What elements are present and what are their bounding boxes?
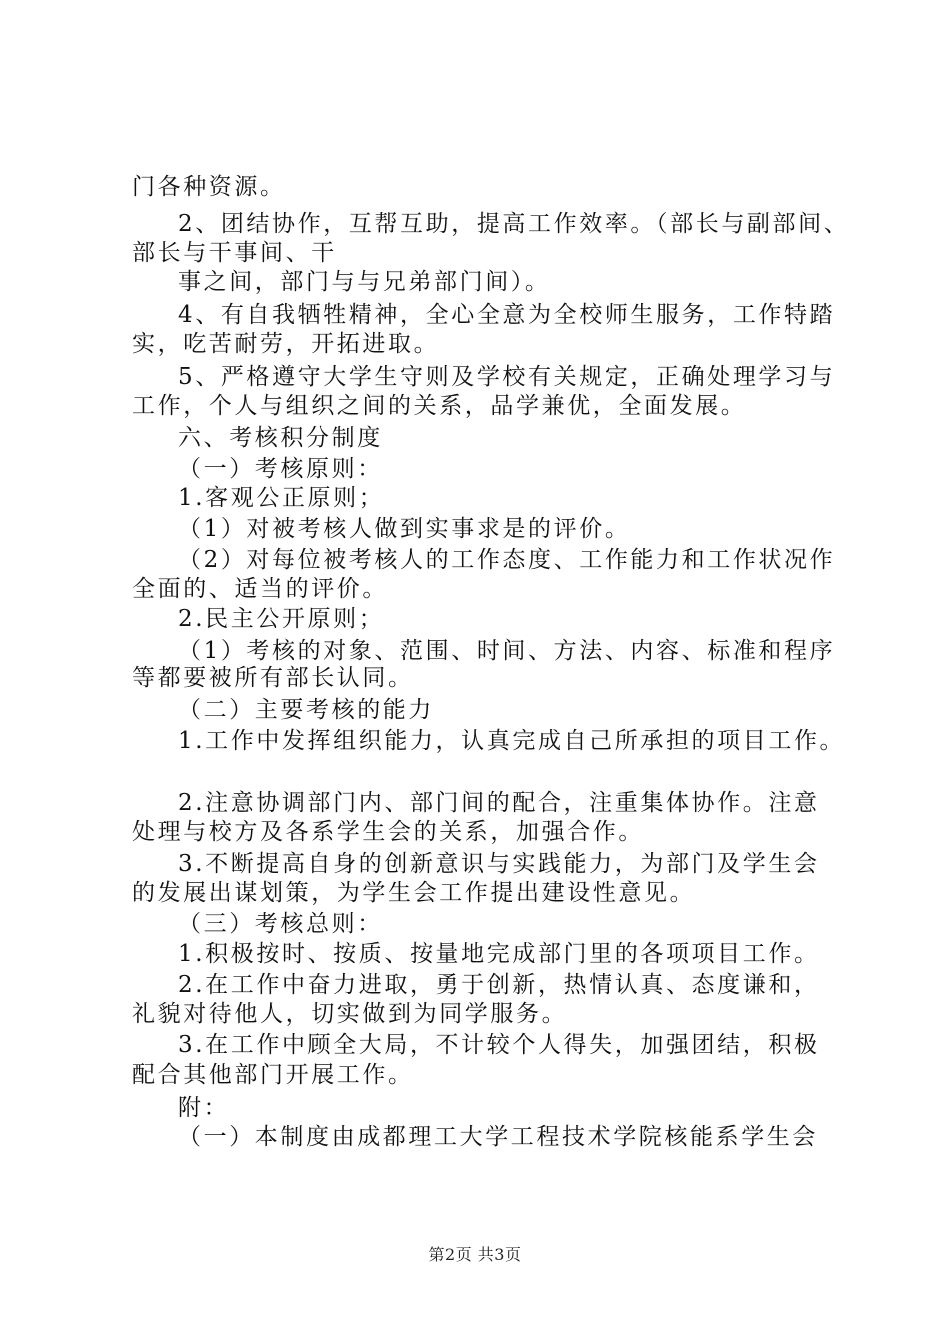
- paragraph-line: 工作，个人与组织之间的关系，品学兼优，全面发展。: [132, 393, 747, 419]
- paragraph-line: 4、有自我牺牲精神，全心全意为全校师生服务，工作特踏: [178, 302, 836, 328]
- paragraph-line: 事之间，部门与与兄弟部门间）。: [178, 269, 551, 295]
- paragraph-line: （1）考核的对象、范围、时间、方法、内容、标准和程序: [178, 638, 836, 664]
- paragraph-line: 1.积极按时、按质、按量地完成部门里的各项项目工作。: [178, 941, 820, 967]
- paragraph-line: 全面的、适当的评价。: [132, 576, 388, 602]
- paragraph-line: 5、严格遵守大学生守则及学校有关规定，正确处理学习与: [178, 364, 836, 390]
- subsection-heading: （二）主要考核的能力: [178, 697, 434, 723]
- paragraph-line: 礼貌对待他人，切实做到为同学服务。: [132, 1001, 568, 1027]
- page-footer: 第2页 共3页: [428, 1245, 522, 1264]
- paragraph-line: 2.民主公开原则；: [178, 606, 385, 632]
- paragraph-line: 1.客观公正原则；: [178, 485, 385, 511]
- paragraph-line: 2.注意协调部门内、部门间的配合，注重集体协作。注意: [178, 790, 820, 816]
- paragraph-line: 部长与干事间、干: [132, 240, 337, 266]
- paragraph-line: 3.在工作中顾全大局，不计较个人得失，加强团结，积极: [178, 1032, 820, 1058]
- subsection-heading: （三）考核总则：: [178, 911, 383, 937]
- paragraph-line: 2.在工作中奋力进取，勇于创新，热情认真、态度谦和，: [178, 972, 820, 998]
- paragraph-line: 1.工作中发挥组织能力，认真完成自己所承担的项目工作。: [178, 728, 846, 754]
- paragraph-line: 附：: [178, 1095, 230, 1121]
- subsection-heading: （一）考核原则：: [178, 456, 383, 482]
- paragraph-line: 实，吃苦耐劳，开拓进取。: [132, 331, 440, 357]
- paragraph-line: 2、团结协作，互帮互助，提高工作效率。（部长与副部间、: [178, 211, 850, 237]
- paragraph-line: （1）对被考核人做到实事求是的评价。: [178, 516, 631, 542]
- paragraph-line: 3.不断提高自身的创新意识与实践能力，为部门及学生会: [178, 851, 820, 877]
- paragraph-line: （2）对每位被考核人的工作态度、工作能力和工作状况作: [178, 547, 836, 573]
- paragraph-line: （一）本制度由成都理工大学工程技术学院核能系学生会: [178, 1124, 818, 1150]
- paragraph-line: 门各种资源。: [132, 174, 286, 200]
- paragraph-line: 处理与校方及各系学生会的关系，加强合作。: [132, 819, 644, 845]
- paragraph-line: 的发展出谋划策，为学生会工作提出建设性意见。: [132, 880, 696, 906]
- paragraph-line: 配合其他部门开展工作。: [132, 1062, 414, 1088]
- section-heading: 六、考核积分制度: [178, 425, 383, 451]
- paragraph-line: 等都要被所有部长认同。: [132, 665, 414, 691]
